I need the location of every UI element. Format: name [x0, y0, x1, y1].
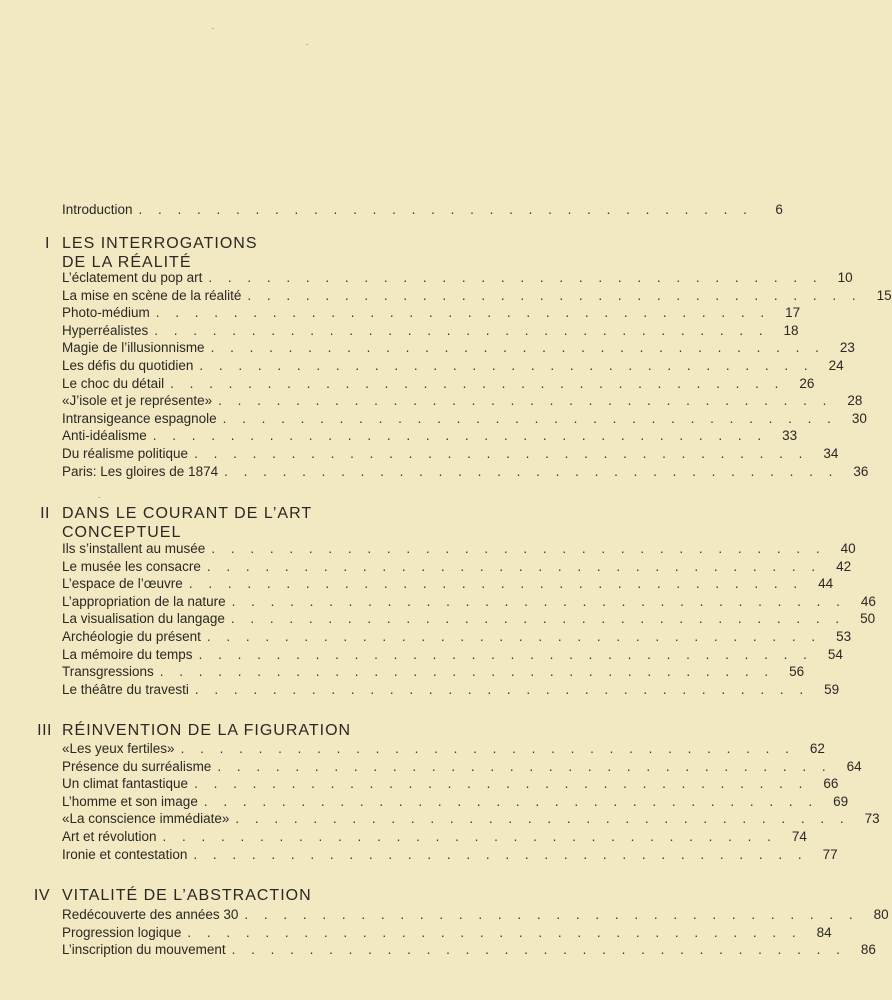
entry-title: Le théâtre du travesti — [62, 681, 189, 697]
entry-title: Ironie et contestation — [62, 846, 188, 862]
page-number: 50 — [860, 611, 876, 627]
toc-entry — [62, 375, 815, 393]
entry-title: L’inscription du mouvement — [62, 942, 226, 958]
entry-title: L’appropriation de la nature — [62, 593, 226, 609]
entry-title: Progression logique — [62, 924, 182, 940]
dot-leader: . . . . . . . . . . . . . . . . . . . . . . . . . . . . . . . . — [162, 829, 777, 844]
dot-leader: . . . . . . . . . . . . . . . . . . . . . . . . . . . . . . . . — [198, 646, 813, 662]
page-number: 40 — [840, 541, 856, 556]
toc-entry — [62, 269, 853, 287]
dot-leader: . . . . . . . . . . . . . . . . . . . . . . . . . . . . . . . . — [188, 576, 804, 592]
page-number: 62 — [809, 741, 825, 756]
toc-entry — [62, 628, 852, 646]
page-number: 18 — [783, 322, 799, 338]
toc-entry — [62, 924, 832, 942]
toc-entry-introduction — [62, 201, 783, 219]
heading-line: LES INTERROGATIONS — [62, 235, 258, 252]
section-heading — [62, 721, 392, 740]
page-number: 46 — [860, 593, 876, 609]
entry-title: «J’isole et je représente» — [62, 393, 213, 409]
page-number: 33 — [782, 428, 798, 444]
dot-leader: . . . . . . . . . . . . . . . . . . . . . . . . . . . . . . . . — [194, 681, 810, 697]
entry-title: Présence du surréalisme — [62, 758, 212, 774]
dot-leader: . . . . . . . . . . . . . . . . . . . . . . . . . . . . . . . . — [211, 541, 826, 556]
toc-entry — [62, 593, 876, 611]
page-number: 86 — [860, 942, 876, 958]
entry-title: «Les yeux fertiles» — [62, 741, 175, 756]
dot-leader: . . . . . . . . . . . . . . . . . . . . . . . . . . . . . . . . — [222, 410, 837, 426]
toc-entry — [62, 322, 799, 340]
page-number: 24 — [828, 358, 844, 373]
dot-leader: . . . . . . . . . . . . . . . . . . . . . . . . . . . . . . . . — [152, 428, 768, 444]
toc-entry — [62, 558, 852, 576]
toc-entry — [62, 758, 862, 776]
toc-entry — [62, 339, 855, 357]
entry-title: Magie de l’illusionnisme — [62, 340, 205, 356]
page-number: 74 — [791, 829, 807, 844]
toc-entry — [62, 304, 801, 322]
page-number: 6 — [775, 202, 783, 217]
paper-speck — [212, 28, 214, 29]
section-numeral: I — [45, 235, 50, 252]
dot-leader: . . . . . . . . . . . . . . . . . . . . . . . . . . . . . . . . — [203, 793, 819, 809]
page-number: 56 — [789, 664, 805, 680]
entry-title: Archéologie du présent — [62, 629, 201, 644]
page-number: 10 — [837, 270, 853, 285]
dot-leader: . . . . . . . . . . . . . . . . . . . . . . . . . . . . . . . . — [154, 322, 769, 338]
entry-title: Intransigeance espagnole — [62, 410, 217, 426]
dot-leader: . . . . . . . . . . . . . . . . . . . . . . . . . . . . . . . . — [244, 907, 859, 922]
entry-title: Paris: Les gloires de 1874 — [62, 463, 219, 479]
section-heading — [62, 234, 392, 272]
heading-line: DE LA RÉALITÉ — [62, 254, 192, 271]
toc-entry — [62, 392, 863, 410]
page-number: 77 — [822, 846, 838, 862]
dot-leader: . . . . . . . . . . . . . . . . . . . . . . . . . . . . . . . . — [155, 305, 771, 321]
toc-entry — [62, 740, 825, 758]
toc-entry — [62, 427, 798, 445]
dot-leader: . . . . . . . . . . . . . . . . . . . . . . . . . . . . . . . . — [194, 776, 809, 792]
page-number: 54 — [827, 646, 843, 662]
entry-title: Un climat fantastique — [62, 776, 189, 792]
page-number: 80 — [873, 907, 889, 922]
entry-title: Anti-idéalisme — [62, 428, 147, 444]
dot-leader: . . . . . . . . . . . . . . . . . . . . . . . . . . . . . . . . — [210, 340, 825, 356]
dot-leader: . . . . . . . . . . . . . . . . . . . . . . . . . . . . . . . . — [187, 924, 802, 940]
toc-entry — [62, 828, 807, 846]
page-number: 59 — [824, 681, 840, 697]
heading-line: DANS LE COURANT DE L’ART — [62, 505, 313, 522]
dot-leader: . . . . . . . . . . . . . . . . . . . . . . . . . . . . . . . . — [235, 811, 850, 827]
paper-speck — [306, 44, 308, 45]
page-number: 66 — [823, 776, 839, 792]
dot-leader: . . . . . . . . . . . . . . . . . . . . . . . . . . . . . . . . — [208, 270, 823, 285]
page-number: 69 — [833, 793, 849, 809]
dot-leader: . . . . . . . . . . . . . . . . . . . . . . . . . . . . . . . . — [180, 741, 795, 756]
page-number: 30 — [851, 410, 867, 426]
toc-entry — [62, 410, 867, 428]
toc-entry — [62, 445, 839, 463]
page-number: 28 — [847, 393, 863, 409]
section-numeral: III — [37, 722, 52, 739]
dot-leader: . . . . . . . . . . . . . . . . . . . . . . . . . . . . . . . . — [170, 375, 785, 391]
toc-entry — [62, 575, 834, 593]
page-number: 23 — [839, 340, 855, 356]
dot-leader: . . . . . . . . . . . . . . . . . . . . . . . . . . . . . . . . — [199, 358, 814, 373]
toc-entry — [62, 663, 805, 681]
entry-title: La mémoire du temps — [62, 646, 193, 662]
entry-title: Transgressions — [62, 664, 154, 680]
toc-entry — [62, 610, 876, 628]
dot-leader: . . . . . . . . . . . . . . . . . . . . . . . . . . . . . . . . — [193, 846, 808, 862]
entry-title: Introduction — [62, 202, 133, 217]
dot-leader: . . . . . . . . . . . . . . . . . . . . . . . . . . . . . . . . — [218, 393, 833, 409]
toc-entry — [62, 540, 856, 558]
page-number: 53 — [836, 629, 852, 644]
dot-leader: . . . . . . . . . . . . . . . . . . . . . . . . . . . . . . . . — [231, 593, 846, 609]
entry-title: Hyperréalistes — [62, 322, 149, 338]
entry-title: L’éclatement du pop art — [62, 270, 203, 285]
entry-title: Photo-médium — [62, 305, 150, 321]
entry-title: Le musée les consacre — [62, 558, 201, 574]
toc-entry — [62, 810, 880, 828]
toc-entry — [62, 775, 839, 793]
page-number: 15 — [876, 287, 892, 303]
section-numeral: IV — [33, 887, 50, 904]
dot-leader: . . . . . . . . . . . . . . . . . . . . . . . . . . . . . . . . — [138, 202, 753, 217]
entry-title: La visualisation du langage — [62, 611, 225, 627]
page-number: 64 — [846, 758, 862, 774]
entry-title: La mise en scène de la réalité — [62, 287, 242, 303]
heading-line: RÉINVENTION DE LA FIGURATION — [62, 722, 352, 739]
entry-title: L’homme et son image — [62, 793, 198, 809]
entry-title: Ils s’installent au musée — [62, 541, 206, 556]
toc-entry — [62, 793, 849, 811]
entry-title: Les défis du quotidien — [62, 358, 194, 373]
heading-line: VITALITÉ DE L’ABSTRACTION — [62, 887, 312, 904]
page-number: 34 — [823, 446, 839, 461]
entry-title: Le choc du détail — [62, 375, 165, 391]
toc-entry — [62, 941, 876, 959]
entry-title: L’espace de l’œuvre — [62, 576, 183, 592]
dot-leader: . . . . . . . . . . . . . . . . . . . . . . . . . . . . . . . . — [247, 287, 862, 303]
toc-entry — [62, 463, 869, 481]
section-heading — [62, 504, 392, 542]
toc-entry — [62, 846, 838, 864]
dot-leader: . . . . . . . . . . . . . . . . . . . . . . . . . . . . . . . . — [159, 664, 775, 680]
dot-leader: . . . . . . . . . . . . . . . . . . . . . . . . . . . . . . . . — [206, 629, 822, 644]
dot-leader: . . . . . . . . . . . . . . . . . . . . . . . . . . . . . . . . — [194, 446, 809, 461]
page-number: 17 — [785, 305, 801, 321]
dot-leader: . . . . . . . . . . . . . . . . . . . . . . . . . . . . . . . . — [206, 558, 822, 574]
page-number: 42 — [836, 558, 852, 574]
paper-speck — [98, 497, 100, 498]
entry-title: Redécouverte des années 30 — [62, 907, 239, 922]
toc-entry — [62, 287, 892, 305]
toc-entry — [62, 906, 889, 924]
dot-leader: . . . . . . . . . . . . . . . . . . . . . . . . . . . . . . . . — [224, 463, 839, 479]
page-number: 44 — [818, 576, 834, 592]
page-number: 84 — [816, 924, 832, 940]
dot-leader: . . . . . . . . . . . . . . . . . . . . . . . . . . . . . . . . — [217, 758, 832, 774]
page-number: 26 — [799, 375, 815, 391]
entry-title: Art et révolution — [62, 829, 157, 844]
entry-title: «La conscience immédiate» — [62, 811, 230, 827]
page-number: 36 — [853, 463, 869, 479]
toc-entry — [62, 646, 843, 664]
toc-entry — [62, 681, 840, 699]
dot-leader: . . . . . . . . . . . . . . . . . . . . . . . . . . . . . . . . — [230, 611, 846, 627]
toc-entry — [62, 357, 844, 375]
section-heading — [62, 886, 392, 905]
heading-line: CONCEPTUEL — [62, 524, 182, 541]
dot-leader: . . . . . . . . . . . . . . . . . . . . . . . . . . . . . . . . — [231, 942, 846, 958]
page-number: 73 — [864, 811, 880, 827]
section-numeral: II — [40, 505, 50, 522]
entry-title: Du réalisme politique — [62, 446, 189, 461]
